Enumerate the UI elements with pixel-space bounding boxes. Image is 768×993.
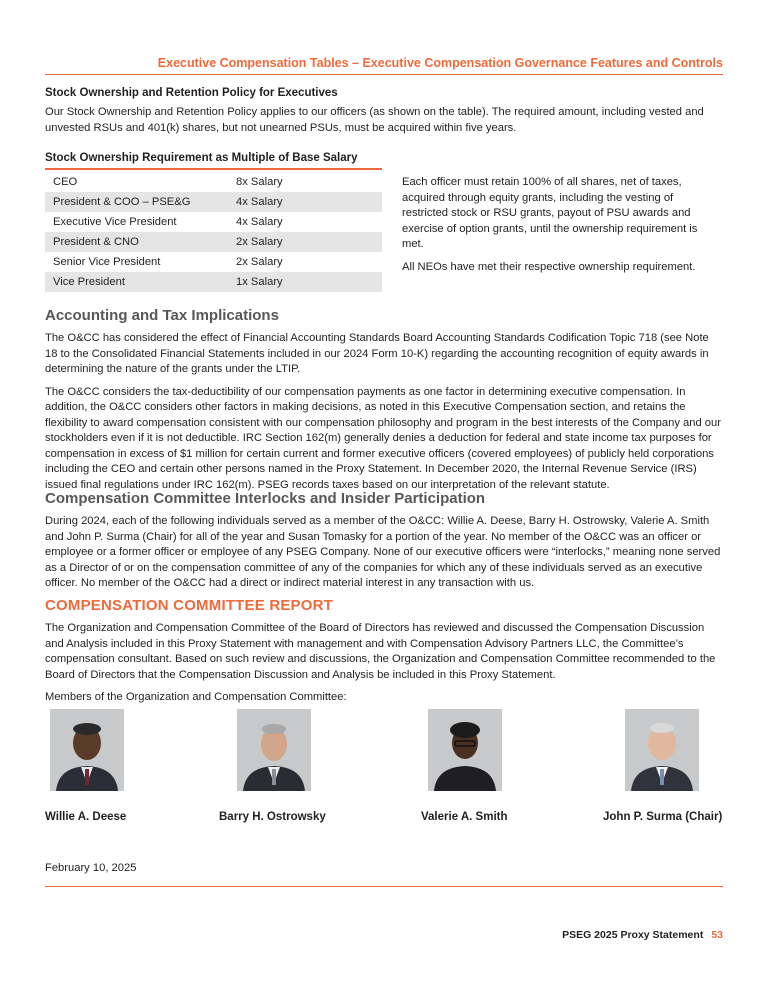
portrait-icon <box>237 709 311 791</box>
member-name: Willie A. Deese <box>45 811 127 823</box>
neo-compliance-text: All NEOs have met their respective ownership requirement. <box>402 260 696 273</box>
member-photo <box>625 709 699 791</box>
portrait-icon <box>50 709 124 791</box>
ownership-policy-heading: Stock Ownership and Retention Policy for Executives <box>45 87 338 99</box>
footer-rule <box>45 886 723 887</box>
position-cell: Vice President <box>53 276 125 288</box>
interlocks-body: During 2024, each of the following individuals served as a member of the O&CC: Willie A. Deese, Barry H. Ostrowsky, Valerie A. Smith and John P. Surma (Chair) for all of the year and Susan Tomasky for a portion of the year. No member of the O&CC was an officer or employee or a former officer or employee of any PSEG Company. None of our executive officers were “interlocks,” meaning none served as a Director of or on the compensation committee of any of the companies for which any of these individuals served as an executive officer. No member of the O&CC had a direct or indirect material interest in any transaction with us. <box>45 515 721 589</box>
position-cell: Executive Vice President <box>53 216 177 228</box>
table-row <box>45 252 382 272</box>
position-cell: President & COO – PSE&G <box>53 196 191 208</box>
table-row <box>45 272 382 292</box>
requirement-cell: 4x Salary <box>236 196 283 208</box>
ownership-table <box>45 152 382 292</box>
ownership-table-title: Stock Ownership Requirement as Multiple of Base Salary <box>45 152 358 164</box>
report-date: February 10, 2025 <box>45 862 137 874</box>
ownership-policy-section <box>45 87 723 136</box>
member-card <box>603 709 723 823</box>
position-cell: President & CNO <box>53 236 139 248</box>
portrait-icon <box>428 709 502 791</box>
retention-text: Each officer must retain 100% of all shares, net of taxes, acquired through equity grants, including the vesting of restricted stock or RSU grants, payout of PSU awards and exercise of option grants, until the ownership requirement is met. <box>402 176 698 250</box>
page-footer <box>45 929 723 941</box>
position-cell: Senior Vice President <box>53 256 161 268</box>
report-body: The Organization and Compensation Committee of the Board of Directors has reviewed and discussed the Compensation Discussion and Analysis included in this Proxy Statement with management and with Compensation Advisory Partners LLC, the Committee’s compensation consultant. Based on such review and discussions, the Organization and Compensation Committee recommended to the Board of Directors that the Compensation Discussion and Analysis be included in this Proxy Statement. <box>45 622 716 681</box>
requirement-cell: 4x Salary <box>236 216 283 228</box>
member-card <box>45 709 127 823</box>
accounting-para-2: The O&CC considers the tax-deductibility of our compensation payments as one factor in determining executive compensation. In addition, the O&CC considers other factors in making decisions, as noted in this Executive Compensation section, and retains the flexibility to award compensation consistent with our compensation philosophy and program in the best interests of the Company and our stockholders even if it is not deductible. IRC Section 162(m) generally denies a deduction for federal and state income tax purposes for compensation in excess of $1 million for certain current and former executive officers (covered employees) of publicly held corporations including the CEO and certain other persons named in the Proxy Statement. In December 2020, the Internal Revenue Service (IRS) issued final regulations under IRC 162(m). PSEG records taxes based on our interpretation of the relevant statute. <box>45 385 721 491</box>
ownership-policy-body: Our Stock Ownership and Retention Policy applies to our officers (as shown on the table). The required amount, including vested and unvested RSUs and 401(k) shares, but not unearned PSUs, must be acquired within five years. <box>45 106 704 134</box>
retention-note <box>402 175 707 282</box>
requirement-cell: 2x Salary <box>236 236 283 248</box>
publication-title: PSEG 2025 Proxy Statement <box>562 929 704 941</box>
member-card <box>219 709 326 823</box>
table-row <box>45 172 382 192</box>
member-name: Valerie A. Smith <box>421 811 508 823</box>
member-photo <box>428 709 502 791</box>
committee-members <box>45 709 723 834</box>
requirement-cell: 8x Salary <box>236 176 283 188</box>
position-cell: CEO <box>53 176 78 188</box>
accounting-para-1: The O&CC has considered the effect of Financial Accounting Standards Board Accounting Standards Codification Topic 718 (see Note 18 to the Consolidated Financial Statements included in our 2024 Form 10-K) regarding the accounting recognition of equity awards in determining the nature of the grants under the LTIP. <box>45 332 709 375</box>
members-intro: Members of the Organization and Compensation Committee: <box>45 691 347 703</box>
accounting-heading: Accounting and Tax Implications <box>45 307 279 324</box>
member-name: Barry H. Ostrowsky <box>219 811 326 823</box>
member-name: John P. Surma (Chair) <box>603 811 723 823</box>
accounting-section <box>45 307 723 493</box>
interlocks-section <box>45 490 723 592</box>
table-row <box>45 192 382 212</box>
table-row <box>45 232 382 252</box>
member-photo <box>50 709 124 791</box>
requirement-cell: 2x Salary <box>236 256 283 268</box>
member-photo <box>237 709 311 791</box>
member-card <box>421 709 508 823</box>
portrait-icon <box>625 709 699 791</box>
running-header: Executive Compensation Tables – Executive Compensation Governance Features and Controls <box>157 56 723 70</box>
report-section <box>45 597 723 706</box>
requirement-cell: 1x Salary <box>236 276 283 288</box>
report-heading: COMPENSATION COMMITTEE REPORT <box>45 597 334 614</box>
header-rule <box>45 74 723 75</box>
table-row <box>45 212 382 232</box>
page-number: 53 <box>711 929 723 941</box>
interlocks-heading: Compensation Committee Interlocks and Insider Participation <box>45 490 486 507</box>
